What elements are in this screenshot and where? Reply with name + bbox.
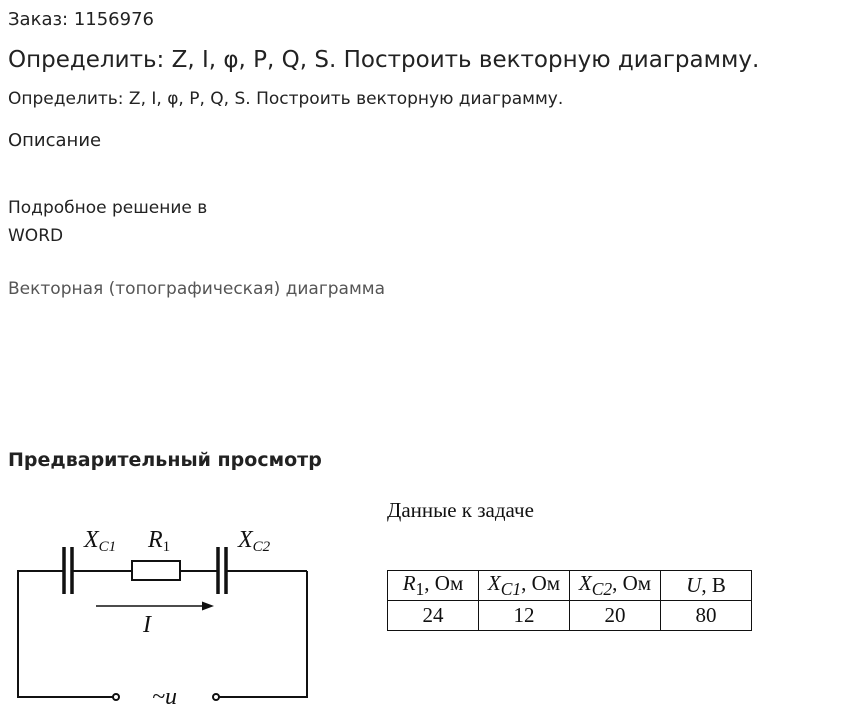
vector-diagram-link[interactable]: Векторная (топографическая) диаграмма [8,279,386,299]
description-line: WORD [8,226,64,246]
resistor-r1 [132,561,180,580]
label-voltage: ~u [152,684,177,710]
description-heading: Описание [8,130,102,151]
table-row [388,601,752,631]
label-current: I [143,612,151,638]
data-table [387,570,752,631]
data-table-title: Данные к задаче [387,498,534,522]
table-cell: 80 [661,601,752,631]
table-header-row [388,571,752,601]
circuit-diagram [0,520,330,715]
label-xc2: XC2 [238,527,271,555]
table-header-cell: U, В [661,571,752,601]
preview-heading: Предварительный просмотр [8,449,322,471]
page-title: Определить: Z, I, φ, P, Q, S. Построить векторную диаграмму. [8,47,760,73]
current-arrow-head [202,602,214,611]
task-statement: Определить: Z, I, φ, P, Q, S. Построить векторную диаграмму. [8,89,564,109]
table-header-cell: $X_{C2}$, Ом [570,571,661,601]
table-cell: 12 [479,601,570,631]
table-header-cell: $R_1$, Ом [388,571,479,601]
table-cell: 20 [570,601,661,631]
description-text [8,194,207,250]
terminal-right [213,694,219,700]
label-r1: R1 [148,527,171,555]
order-number: Заказ: 1156976 [8,9,154,30]
table-cell: 24 [388,601,479,631]
table-header-cell: $X_{C1}$, Ом [479,571,570,601]
terminal-left [113,694,119,700]
label-xc1: XC1 [84,527,117,555]
description-line: Подробное решение в [8,198,208,218]
